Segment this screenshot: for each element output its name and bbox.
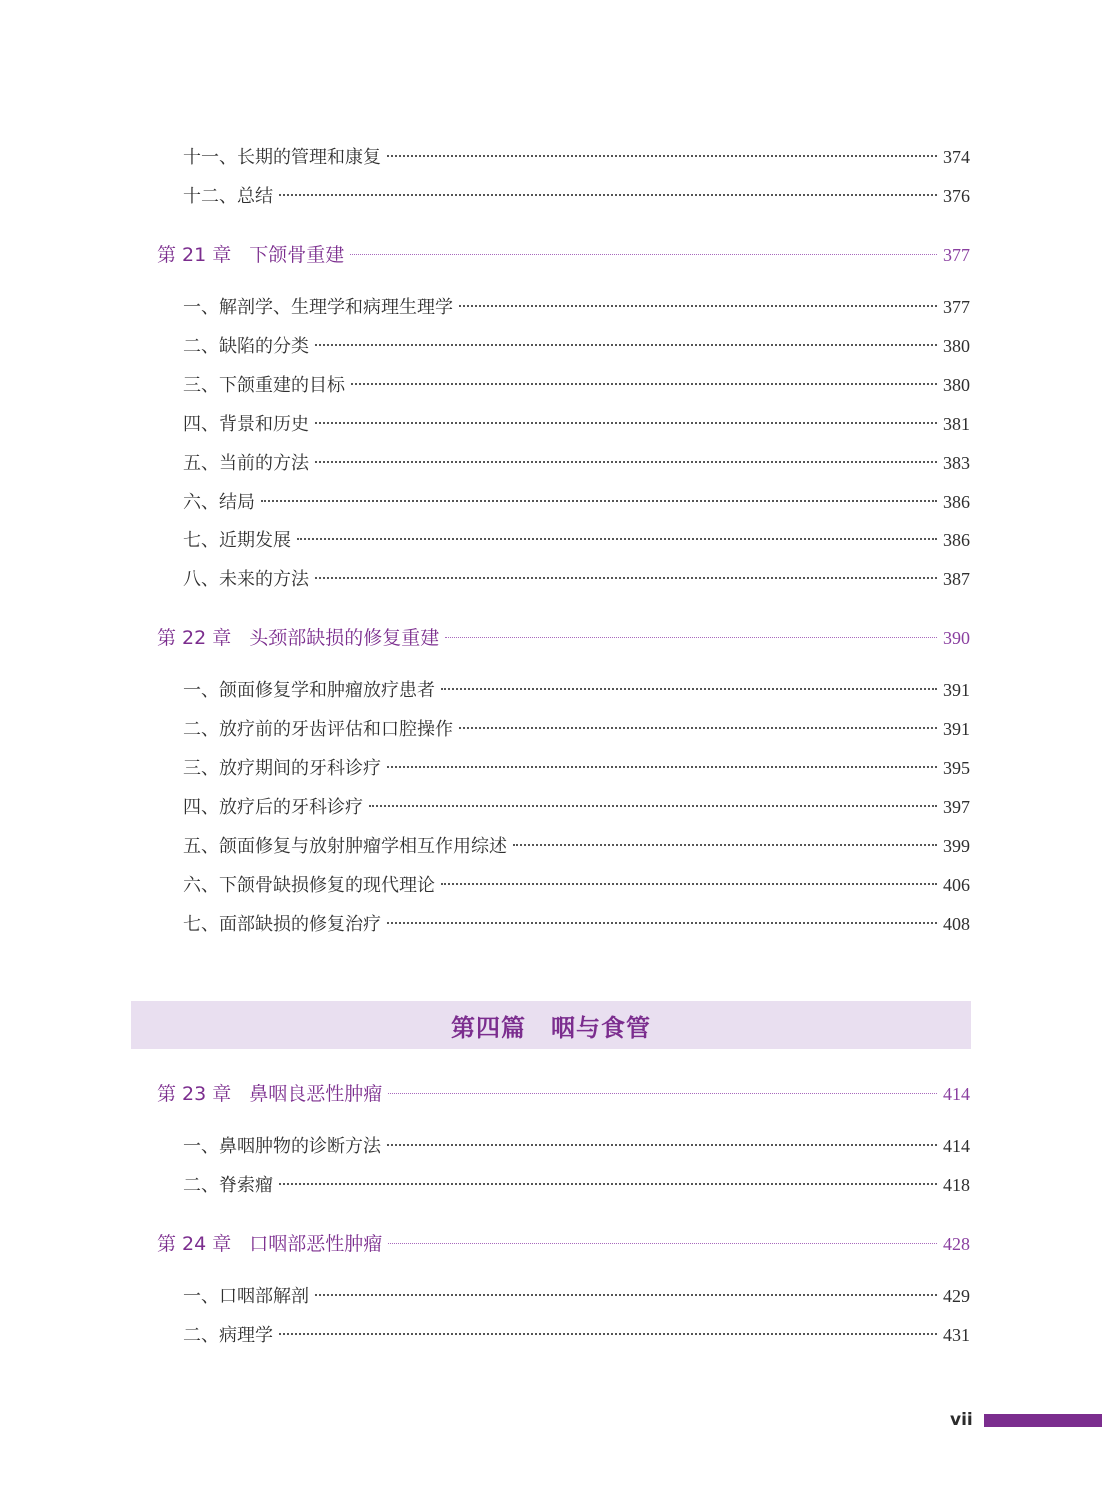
chapter-page: 414 bbox=[943, 1084, 970, 1104]
toc-item[interactable] bbox=[183, 677, 970, 703]
toc-item[interactable] bbox=[183, 372, 970, 398]
toc-item-page: 380 bbox=[943, 336, 970, 356]
chapter-title: 鼻咽良恶性肿瘤 bbox=[249, 1083, 383, 1105]
chapter-page: 377 bbox=[943, 245, 970, 265]
toc-item-label: 八、未来的方法 bbox=[183, 569, 309, 590]
dot-leader bbox=[350, 254, 937, 255]
dot-leader bbox=[315, 1294, 937, 1296]
toc-item-label: 一、口咽部解剖 bbox=[183, 1286, 309, 1307]
dot-leader bbox=[387, 155, 937, 157]
chapter-22-heading[interactable] bbox=[157, 625, 970, 651]
dot-leader bbox=[513, 844, 937, 846]
dot-leader bbox=[351, 383, 937, 385]
toc-item-label: 二、放疗前的牙齿评估和口腔操作 bbox=[183, 719, 453, 740]
dot-leader bbox=[369, 805, 937, 807]
dot-leader bbox=[441, 883, 937, 885]
chapter-number: 第 21 章 bbox=[157, 244, 232, 266]
chapter-page: 428 bbox=[943, 1234, 970, 1254]
toc-item-page: 374 bbox=[943, 147, 970, 167]
dot-leader bbox=[388, 1243, 937, 1244]
dot-leader bbox=[459, 727, 937, 729]
chapter-title: 头颈部缺损的修复重建 bbox=[249, 627, 440, 649]
dot-leader bbox=[445, 637, 937, 638]
chapter-title: 下颌骨重建 bbox=[249, 244, 345, 266]
chapter-number: 第 23 章 bbox=[157, 1083, 232, 1105]
toc-item[interactable] bbox=[183, 294, 970, 320]
toc-item[interactable] bbox=[183, 566, 970, 592]
toc-item[interactable] bbox=[183, 183, 970, 209]
toc-item-label: 二、脊索瘤 bbox=[183, 1175, 273, 1196]
chapter-21-heading[interactable] bbox=[157, 242, 970, 268]
toc-item[interactable] bbox=[183, 1172, 970, 1198]
toc-item-label: 四、放疗后的牙科诊疗 bbox=[183, 797, 363, 818]
toc-item[interactable] bbox=[183, 144, 970, 170]
toc-item-label: 五、颌面修复与放射肿瘤学相互作用综述 bbox=[183, 836, 507, 857]
dot-leader bbox=[387, 922, 937, 924]
chapter-23-heading[interactable] bbox=[157, 1081, 970, 1107]
chapter-number: 第 24 章 bbox=[157, 1233, 232, 1255]
toc-item-label: 三、下颌重建的目标 bbox=[183, 375, 345, 396]
dot-leader bbox=[388, 1093, 937, 1094]
toc-item[interactable] bbox=[183, 450, 970, 476]
toc-item[interactable] bbox=[183, 794, 970, 820]
toc-item-label: 十二、总结 bbox=[183, 186, 273, 207]
toc-item-label: 七、近期发展 bbox=[183, 530, 291, 551]
toc-item-page: 381 bbox=[943, 414, 970, 434]
toc-item-label: 三、放疗期间的牙科诊疗 bbox=[183, 758, 381, 779]
dot-leader bbox=[315, 422, 937, 424]
toc-item-label: 二、缺陷的分类 bbox=[183, 336, 309, 357]
toc-item-label: 十一、长期的管理和康复 bbox=[183, 147, 381, 168]
toc-item-page: 391 bbox=[943, 680, 970, 700]
toc-item[interactable] bbox=[183, 527, 970, 553]
dot-leader bbox=[387, 766, 937, 768]
toc-item-label: 五、当前的方法 bbox=[183, 453, 309, 474]
toc-item-page: 399 bbox=[943, 836, 970, 856]
toc-item-label: 一、鼻咽肿物的诊断方法 bbox=[183, 1136, 381, 1157]
toc-item[interactable] bbox=[183, 1283, 970, 1309]
page-number: vii bbox=[950, 1410, 973, 1430]
toc-item-label: 四、背景和历史 bbox=[183, 414, 309, 435]
dot-leader bbox=[297, 538, 937, 540]
chapter-24-heading[interactable] bbox=[157, 1231, 970, 1257]
toc-item-page: 386 bbox=[943, 530, 970, 550]
toc-item-label: 七、面部缺损的修复治疗 bbox=[183, 914, 381, 935]
chapter-number: 第 22 章 bbox=[157, 627, 232, 649]
toc-item-page: 429 bbox=[943, 1286, 970, 1306]
toc-item-page: 395 bbox=[943, 758, 970, 778]
toc-item[interactable] bbox=[183, 716, 970, 742]
chapter-title: 口咽部恶性肿瘤 bbox=[249, 1233, 383, 1255]
toc-item-label: 六、下颌骨缺损修复的现代理论 bbox=[183, 875, 435, 896]
toc-item-page: 414 bbox=[943, 1136, 970, 1156]
dot-leader bbox=[315, 577, 937, 579]
part-4-banner: 第四篇 咽与食管 bbox=[131, 1001, 971, 1049]
toc-item-page: 386 bbox=[943, 492, 970, 512]
dot-leader bbox=[441, 688, 937, 690]
dot-leader bbox=[279, 1333, 937, 1335]
toc-item-page: 418 bbox=[943, 1175, 970, 1195]
toc-item[interactable] bbox=[183, 1322, 970, 1348]
toc-item[interactable] bbox=[183, 911, 970, 937]
dot-leader bbox=[459, 305, 937, 307]
dot-leader bbox=[315, 344, 937, 346]
toc-item-page: 387 bbox=[943, 569, 970, 589]
page-accent-bar bbox=[984, 1414, 1102, 1427]
toc-item[interactable] bbox=[183, 1133, 970, 1159]
toc-item[interactable] bbox=[183, 411, 970, 437]
dot-leader bbox=[261, 500, 937, 502]
toc-item[interactable] bbox=[183, 755, 970, 781]
toc-item-label: 一、解剖学、生理学和病理生理学 bbox=[183, 297, 453, 318]
dot-leader bbox=[387, 1144, 937, 1146]
toc-item[interactable] bbox=[183, 333, 970, 359]
toc-item-page: 397 bbox=[943, 797, 970, 817]
dot-leader bbox=[279, 1183, 937, 1185]
toc-item[interactable] bbox=[183, 489, 970, 515]
toc-item[interactable] bbox=[183, 833, 970, 859]
toc-item-label: 二、病理学 bbox=[183, 1325, 273, 1346]
toc-item-page: 377 bbox=[943, 297, 970, 317]
toc-item-page: 391 bbox=[943, 719, 970, 739]
toc-item-page: 376 bbox=[943, 186, 970, 206]
toc-item-page: 383 bbox=[943, 453, 970, 473]
toc-item-page: 408 bbox=[943, 914, 970, 934]
toc-item-page: 406 bbox=[943, 875, 970, 895]
toc-item-page: 431 bbox=[943, 1325, 970, 1345]
toc-item-page: 380 bbox=[943, 375, 970, 395]
toc-item-label: 一、颌面修复学和肿瘤放疗患者 bbox=[183, 680, 435, 701]
dot-leader bbox=[279, 194, 937, 196]
dot-leader bbox=[315, 461, 937, 463]
toc-item-label: 六、结局 bbox=[183, 492, 255, 513]
chapter-page: 390 bbox=[943, 628, 970, 648]
toc-item[interactable] bbox=[183, 872, 970, 898]
